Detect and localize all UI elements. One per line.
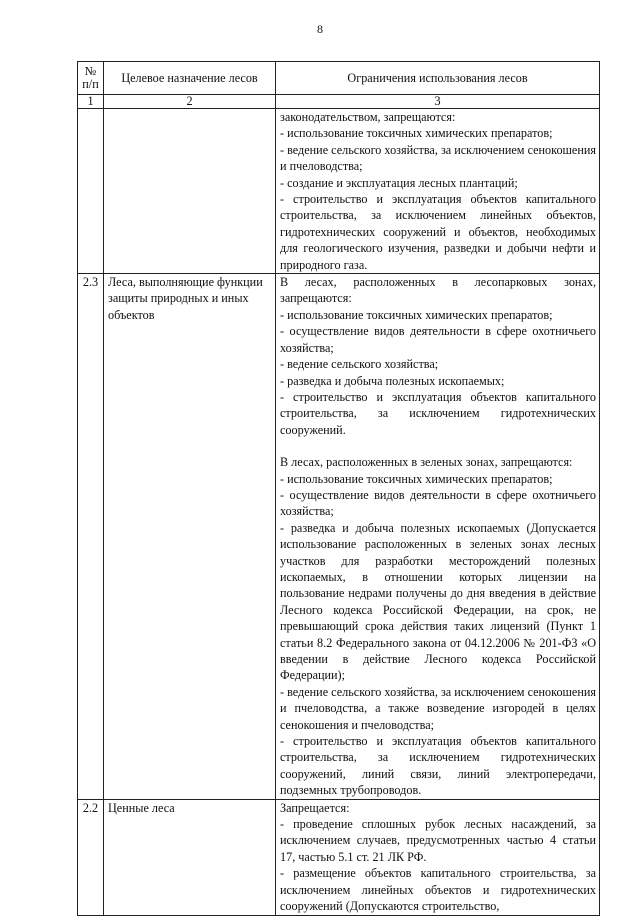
restriction-paragraph: - разведка и добыча полезных ископаемых (Допускается использование расположенных в зеленых зонах лесных участков для разработки месторождений полезных ископаемых, в отношении которых лицензии на пользование недрами получены до дня введения в действие Лесного кодекса Российской Федерации, на срок, не превышающий срока действия таких лицензий (Пункт 1 статьи 8.2 Федерального закона от 04.12.2006 № 201-ФЗ «О введении в действие Лесного кодекса Российской Федерации); [280, 520, 596, 683]
header-num: № п/п [78, 62, 104, 95]
restriction-paragraph: - строительство и эксплуатация объектов капитального строительства, за исключением линейных объектов, гидротехнических сооружений и объектов, необходимых для геологического изучения, разведки и добычи нефти и природного газа. [280, 192, 596, 272]
restriction-paragraph: - ведение сельского хозяйства, за исключением сенокошения и пчеловодства; [280, 142, 596, 174]
forest-restrictions [276, 274, 600, 800]
column-index: 1 [78, 95, 104, 109]
header-purpose: Целевое назначение лесов [104, 62, 276, 95]
restriction-paragraph: законодательством, запрещаются: [280, 110, 456, 124]
forest-restrictions [276, 799, 600, 915]
restriction-paragraph: В лесах, расположенных в лесопарковых зонах, запрещаются: [280, 275, 596, 306]
table-header-row [78, 62, 600, 95]
forest-restrictions-table [77, 61, 600, 916]
restriction-paragraph: - строительство и эксплуатация объектов капитального строительства, за исключением гидротехнических сооружений. [280, 389, 596, 437]
header-limits: Ограничения использования лесов [276, 62, 600, 95]
column-index: 3 [276, 95, 600, 109]
table-row [78, 274, 600, 800]
restriction-paragraph: - осуществление видов деятельности в сфере охотничьего хозяйства; [280, 324, 596, 355]
page-number: 8 [317, 22, 323, 36]
restriction-paragraph: В лесах, расположенных в зеленых зонах, запрещаются: [280, 455, 573, 470]
restriction-paragraph: - использование токсичных химических препаратов; [280, 126, 553, 141]
forest-purpose [104, 109, 276, 274]
restriction-paragraph: - размещение объектов капитального строительства, за исключением линейных объектов и гидротехнических сооружений (Допускаются строительство, [280, 866, 596, 914]
table-row [78, 109, 600, 274]
restriction-paragraph: - проведение сплошных рубок лесных насаждений, за исключением случаев, предусмотренных частью 4 статьи 17, частью 5.1 ст. 21 ЛК РФ. [280, 817, 596, 864]
table-body [78, 95, 600, 916]
forest-restrictions [276, 109, 600, 274]
restriction-paragraph: - использование токсичных химических препаратов; [280, 307, 553, 322]
restriction-paragraph: - ведение сельского хозяйства, за исключением сенокошения и пчеловодства, а также возведение изгородей в целях сенокошения и пчеловодства; [280, 684, 596, 732]
restriction-paragraph: - создание и эксплуатация лесных плантаций; [280, 175, 518, 190]
restriction-paragraph: - осуществление видов деятельности в сфере охотничьего хозяйства; [280, 487, 596, 519]
table-row [78, 799, 600, 915]
column-index-row [78, 95, 600, 109]
restriction-paragraph: - ведение сельского хозяйства; [280, 357, 439, 372]
restriction-paragraph: Запрещается: [280, 800, 350, 815]
row-number [78, 109, 104, 274]
row-number: 2.2 [78, 799, 104, 915]
forest-purpose: Леса, выполняющие функции защиты природных и иных объектов [104, 274, 276, 800]
column-index: 2 [104, 95, 276, 109]
forest-purpose: Ценные леса [104, 799, 276, 915]
row-number: 2.3 [78, 274, 104, 800]
restriction-paragraph: - разведка и добыча полезных ископаемых; [280, 373, 505, 388]
restriction-paragraph: - строительство и эксплуатация объектов капитального строительства, за исключением гидротехнических сооружений, линий связи, линий электропередачи, подземных трубопроводов. [280, 734, 596, 798]
restriction-paragraph: - использование токсичных химических препаратов; [280, 471, 553, 486]
